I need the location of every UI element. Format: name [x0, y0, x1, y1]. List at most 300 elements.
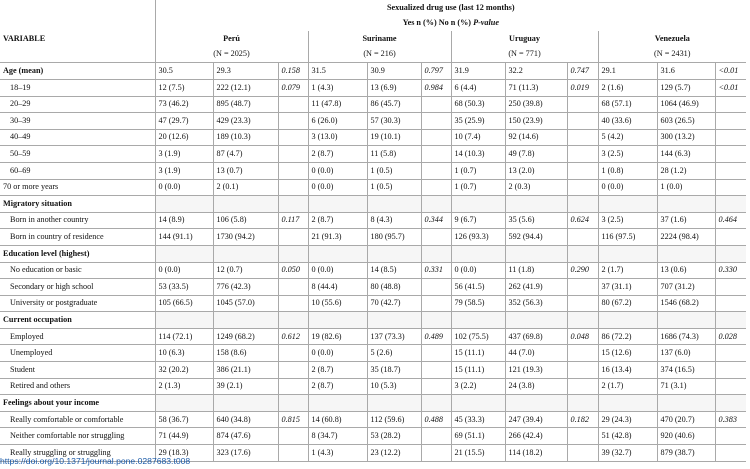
value-cell: 2 (1.6) [598, 79, 657, 96]
value-cell: 5 (2.6) [367, 345, 421, 362]
empty-cell [657, 395, 715, 412]
empty-cell [213, 196, 278, 213]
value-cell: 51 (42.8) [598, 428, 657, 445]
table-row [0, 428, 746, 445]
value-cell: 80 (67.2) [598, 295, 657, 312]
value-cell: 11 (5.8) [367, 146, 421, 163]
p-value-cell [421, 146, 451, 163]
table-row [0, 146, 746, 163]
p-value-cell: 0.747 [567, 63, 598, 80]
value-cell: 68 (57.1) [598, 96, 657, 113]
value-cell: 374 (16.5) [657, 362, 715, 379]
empty-cell [505, 395, 567, 412]
section-label: Education level (highest) [0, 245, 155, 262]
value-cell: 470 (20.7) [657, 411, 715, 428]
p-value-cell [567, 162, 598, 179]
value-cell: 1 (0.5) [367, 162, 421, 179]
row-label: Neither comfortable nor struggling [10, 431, 125, 441]
value-cell: 24 (3.8) [505, 378, 567, 395]
value-cell: 112 (59.6) [367, 411, 421, 428]
value-cell: 32.2 [505, 63, 567, 80]
value-cell: 262 (41.9) [505, 279, 567, 296]
value-cell: 114 (72.1) [155, 328, 213, 345]
p-value-cell [567, 113, 598, 130]
value-cell: 592 (94.4) [505, 229, 567, 246]
p-value-cell [715, 162, 746, 179]
p-value-cell: 0.117 [278, 212, 308, 229]
value-cell: 39 (32.7) [598, 445, 657, 462]
value-cell: 3 (2.2) [451, 378, 505, 395]
value-cell: 13 (2.0) [505, 162, 567, 179]
p-value-cell [567, 279, 598, 296]
p-value-cell [421, 96, 451, 113]
empty-cell [213, 395, 278, 412]
table-row [0, 345, 746, 362]
sample-size-suriname: (N = 216) [308, 47, 451, 63]
value-cell: 3 (13.0) [308, 129, 367, 146]
empty-cell [308, 245, 367, 262]
p-value-cell [715, 279, 746, 296]
table-row [0, 378, 746, 395]
row-label: Born in another country [10, 215, 89, 225]
sub-header-counts-label: Yes n (%) No n (%) [402, 18, 474, 28]
p-value-cell [421, 378, 451, 395]
value-cell: 2 (1.7) [598, 262, 657, 279]
value-cell: 1045 (57.0) [213, 295, 278, 312]
value-cell: 87 (4.7) [213, 146, 278, 163]
p-value-cell [278, 362, 308, 379]
value-cell: 86 (72.2) [598, 328, 657, 345]
table-row [0, 212, 746, 229]
value-cell: 70 (42.7) [367, 295, 421, 312]
p-value-cell: 0.158 [278, 63, 308, 80]
p-value-cell: 0.028 [715, 328, 746, 345]
p-value-cell [278, 146, 308, 163]
value-cell: 14 (8.5) [367, 262, 421, 279]
value-cell: 105 (66.5) [155, 295, 213, 312]
value-cell: 23 (12.2) [367, 445, 421, 462]
empty-cell [367, 245, 421, 262]
p-value-cell [567, 345, 598, 362]
value-cell: 8 (4.3) [367, 212, 421, 229]
value-cell: 30.9 [367, 63, 421, 80]
row-label: University or postgraduate [10, 298, 98, 308]
value-cell: 71 (11.3) [505, 79, 567, 96]
row-label: 60–69 [10, 165, 31, 175]
table-row [0, 79, 746, 96]
table-row [0, 279, 746, 296]
value-cell: 35 (25.9) [451, 113, 505, 130]
row-label: Student [10, 364, 36, 374]
value-cell: 19 (82.6) [308, 328, 367, 345]
header-row-sample-sizes [0, 47, 746, 63]
empty-cell [308, 196, 367, 213]
value-cell: 12 (7.5) [155, 79, 213, 96]
table-row [0, 96, 746, 113]
value-cell: 158 (8.6) [213, 345, 278, 362]
empty-cell [451, 196, 505, 213]
empty-cell [367, 196, 421, 213]
row-label: Employed [10, 331, 44, 341]
value-cell: 1686 (74.3) [657, 328, 715, 345]
variable-header: VARIABLE [3, 33, 46, 43]
value-cell: 2 (1.3) [155, 378, 213, 395]
p-value-cell: 0.624 [567, 212, 598, 229]
value-cell: 80 (48.8) [367, 279, 421, 296]
value-cell: 9 (6.7) [451, 212, 505, 229]
empty-cell [598, 245, 657, 262]
p-value-cell [567, 445, 598, 462]
p-value-cell [278, 279, 308, 296]
value-cell: 114 (18.2) [505, 445, 567, 462]
value-cell: 35 (5.6) [505, 212, 567, 229]
value-cell: 1 (0.8) [598, 162, 657, 179]
p-value-cell [567, 96, 598, 113]
value-cell: 86 (45.7) [367, 96, 421, 113]
p-value-cell [421, 162, 451, 179]
table-row [0, 179, 746, 196]
row-label: Born in country of residence [10, 232, 104, 241]
value-cell: 20 (12.6) [155, 129, 213, 146]
header-blank-cell [0, 0, 155, 16]
value-cell: 29 (24.3) [598, 411, 657, 428]
value-cell: 1 (4.3) [308, 445, 367, 462]
p-value-cell [421, 295, 451, 312]
value-cell: 11 (47.8) [308, 96, 367, 113]
empty-cell [155, 196, 213, 213]
p-value-cell: 0.182 [567, 411, 598, 428]
empty-cell [421, 245, 451, 262]
value-cell: 29.3 [213, 63, 278, 80]
value-cell: 300 (13.2) [657, 129, 715, 146]
p-value-cell: <0.01 [715, 79, 746, 96]
header-blank-cell [0, 47, 155, 63]
doi-link[interactable]: https://doi.org/10.1371/journal.pone.0287683.t008 [0, 456, 191, 466]
section-label: Current occupation [0, 312, 155, 329]
value-cell: 56 (41.5) [451, 279, 505, 296]
row-label: 70 or more years [3, 182, 59, 192]
p-value-cell [715, 345, 746, 362]
value-cell: 250 (39.8) [505, 96, 567, 113]
table-row [0, 262, 746, 279]
value-cell: 129 (5.7) [657, 79, 715, 96]
table-row [0, 229, 746, 246]
value-cell: 0 (0.0) [308, 179, 367, 196]
empty-cell [657, 245, 715, 262]
p-value-cell [278, 113, 308, 130]
value-cell: 21 (15.5) [451, 445, 505, 462]
row-label: Really struggling or struggling [10, 447, 111, 457]
value-cell: 13 (6.9) [367, 79, 421, 96]
value-cell: 37 (1.6) [657, 212, 715, 229]
p-value-cell [567, 229, 598, 246]
value-cell: 144 (91.1) [155, 229, 213, 246]
value-cell: 2 (8.7) [308, 212, 367, 229]
value-cell: 3 (1.9) [155, 146, 213, 163]
empty-cell [155, 395, 213, 412]
value-cell: 2 (8.7) [308, 378, 367, 395]
value-cell: 603 (26.5) [657, 113, 715, 130]
p-value-cell [715, 146, 746, 163]
value-cell: 2 (1.7) [598, 378, 657, 395]
value-cell: 3 (2.5) [598, 212, 657, 229]
value-cell: 776 (42.3) [213, 279, 278, 296]
value-cell: 10 (7.4) [451, 129, 505, 146]
value-cell: 0 (0.0) [155, 262, 213, 279]
value-cell: 1 (0.0) [657, 179, 715, 196]
value-cell: 102 (75.5) [451, 328, 505, 345]
table-row [0, 295, 746, 312]
value-cell: 31.9 [451, 63, 505, 80]
p-value-cell [715, 129, 746, 146]
value-cell: 150 (23.9) [505, 113, 567, 130]
p-value-cell: 0.984 [421, 79, 451, 96]
value-cell: 2 (0.1) [213, 179, 278, 196]
p-value-cell: 0.330 [715, 262, 746, 279]
value-cell: 57 (30.3) [367, 113, 421, 130]
empty-cell [567, 196, 598, 213]
empty-cell [505, 196, 567, 213]
empty-cell [213, 245, 278, 262]
row-label: Unemployed [10, 348, 53, 358]
value-cell: 126 (93.3) [451, 229, 505, 246]
value-cell: 15 (11.1) [451, 362, 505, 379]
p-value-cell: <0.01 [715, 63, 746, 80]
p-value-cell [715, 179, 746, 196]
value-cell: 30.5 [155, 63, 213, 80]
empty-cell [715, 245, 746, 262]
table-sub-header [155, 16, 746, 32]
value-cell: 106 (5.8) [213, 212, 278, 229]
empty-cell [421, 196, 451, 213]
value-cell: 3 (1.9) [155, 162, 213, 179]
empty-cell [715, 196, 746, 213]
value-cell: 44 (7.0) [505, 345, 567, 362]
sample-size-uruguay: (N = 771) [451, 47, 598, 63]
table-row [0, 328, 746, 345]
value-cell: 3 (2.5) [598, 146, 657, 163]
p-value-cell: 0.488 [421, 411, 451, 428]
value-cell: 323 (17.6) [213, 445, 278, 462]
value-cell: 40 (33.6) [598, 113, 657, 130]
value-cell: 266 (42.4) [505, 428, 567, 445]
value-cell: 29.1 [598, 63, 657, 80]
p-value-cell [715, 362, 746, 379]
empty-cell [155, 312, 213, 329]
p-value-cell [278, 229, 308, 246]
value-cell: 47 (29.7) [155, 113, 213, 130]
value-cell: 53 (33.5) [155, 279, 213, 296]
empty-cell [278, 312, 308, 329]
empty-cell [155, 245, 213, 262]
p-value-cell [278, 428, 308, 445]
table-row [0, 162, 746, 179]
row-label: Secondary or high school [10, 281, 94, 291]
p-value-cell [278, 96, 308, 113]
p-value-cell [567, 129, 598, 146]
p-value-cell [567, 428, 598, 445]
p-value-cell [715, 96, 746, 113]
value-cell: 1730 (94.2) [213, 229, 278, 246]
p-value-cell: 0.048 [567, 328, 598, 345]
section-row [0, 395, 746, 412]
p-value-cell [567, 362, 598, 379]
empty-cell [451, 245, 505, 262]
row-label: No education or basic [10, 265, 82, 275]
value-cell: 13 (0.6) [657, 262, 715, 279]
value-cell: 16 (13.4) [598, 362, 657, 379]
value-cell: 1 (4.3) [308, 79, 367, 96]
table-row [0, 113, 746, 130]
sample-size-venezuela: (N = 2431) [598, 47, 746, 63]
p-value-cell: 0.815 [278, 411, 308, 428]
value-cell: 0 (0.0) [451, 262, 505, 279]
p-value-cell [567, 378, 598, 395]
value-cell: 6 (26.0) [308, 113, 367, 130]
value-cell: 1064 (46.9) [657, 96, 715, 113]
value-cell: 92 (14.6) [505, 129, 567, 146]
p-value-cell: 0.050 [278, 262, 308, 279]
empty-cell [657, 196, 715, 213]
value-cell: 137 (73.3) [367, 328, 421, 345]
empty-cell [505, 312, 567, 329]
empty-cell [367, 312, 421, 329]
p-value-cell [278, 378, 308, 395]
value-cell: 69 (51.1) [451, 428, 505, 445]
p-value-cell [567, 146, 598, 163]
value-cell: 15 (11.1) [451, 345, 505, 362]
empty-cell [367, 395, 421, 412]
p-value-cell: 0.019 [567, 79, 598, 96]
header-row-super [0, 0, 746, 16]
p-value-cell: 0.344 [421, 212, 451, 229]
value-cell: 429 (23.3) [213, 113, 278, 130]
header-row-countries [0, 31, 746, 47]
value-cell: 14 (8.9) [155, 212, 213, 229]
p-value-cell [715, 113, 746, 130]
value-cell: 640 (34.8) [213, 411, 278, 428]
p-value-cell [278, 295, 308, 312]
value-cell: 1 (0.7) [451, 179, 505, 196]
table-row [0, 129, 746, 146]
row-label: Really comfortable or comfortable [10, 414, 124, 424]
empty-cell [451, 312, 505, 329]
value-cell: 1 (0.7) [451, 162, 505, 179]
empty-cell [598, 196, 657, 213]
section-row [0, 245, 746, 262]
value-cell: 28 (1.2) [657, 162, 715, 179]
row-label: 20–29 [10, 99, 31, 109]
empty-cell [598, 395, 657, 412]
value-cell: 71 (44.9) [155, 428, 213, 445]
value-cell: 6 (4.4) [451, 79, 505, 96]
country-header-venezuela: Venezuela [598, 31, 746, 47]
empty-cell [451, 395, 505, 412]
value-cell: 45 (33.3) [451, 411, 505, 428]
value-cell: 8 (44.4) [308, 279, 367, 296]
empty-cell [308, 395, 367, 412]
value-cell: 11 (1.8) [505, 262, 567, 279]
value-cell: 1249 (68.2) [213, 328, 278, 345]
table-row [0, 411, 746, 428]
value-cell: 1 (0.5) [367, 179, 421, 196]
p-value-cell [278, 129, 308, 146]
value-cell: 247 (39.4) [505, 411, 567, 428]
value-cell: 874 (47.6) [213, 428, 278, 445]
value-cell: 14 (10.3) [451, 146, 505, 163]
value-cell: 2 (0.3) [505, 179, 567, 196]
empty-cell [278, 196, 308, 213]
value-cell: 0 (0.0) [598, 179, 657, 196]
value-cell: 5 (4.2) [598, 129, 657, 146]
empty-cell [715, 395, 746, 412]
country-header-peru: Perú [155, 31, 308, 47]
value-cell: 2 (8.7) [308, 362, 367, 379]
header-blank-cell [0, 16, 155, 32]
value-cell: 386 (21.1) [213, 362, 278, 379]
empty-cell [567, 395, 598, 412]
value-cell: 121 (19.3) [505, 362, 567, 379]
p-value-cell [278, 345, 308, 362]
p-value-cell: 0.290 [567, 262, 598, 279]
empty-cell [421, 312, 451, 329]
value-cell: 8 (34.7) [308, 428, 367, 445]
value-cell: 0 (0.0) [308, 162, 367, 179]
table-super-header: Sexualized drug use (last 12 months) [155, 0, 746, 16]
empty-cell [715, 312, 746, 329]
value-cell: 222 (12.1) [213, 79, 278, 96]
value-cell: 15 (12.6) [598, 345, 657, 362]
p-value-cell [278, 445, 308, 462]
p-value-cell: 0.331 [421, 262, 451, 279]
value-cell: 14 (60.8) [308, 411, 367, 428]
row-label: Age (mean) [3, 66, 44, 76]
sub-header-pvalue-label: P-value [473, 18, 499, 28]
empty-cell [657, 312, 715, 329]
value-cell: 12 (0.7) [213, 262, 278, 279]
value-cell: 53 (28.2) [367, 428, 421, 445]
value-cell: 68 (50.3) [451, 96, 505, 113]
p-value-cell: 0.079 [278, 79, 308, 96]
p-value-cell [278, 179, 308, 196]
value-cell: 31.6 [657, 63, 715, 80]
p-value-cell [421, 229, 451, 246]
table-row [0, 362, 746, 379]
value-cell: 707 (31.2) [657, 279, 715, 296]
p-value-cell [421, 179, 451, 196]
p-value-cell [567, 295, 598, 312]
row-label: Retired and others [10, 381, 71, 391]
p-value-cell [421, 113, 451, 130]
p-value-cell [421, 428, 451, 445]
header-row-sub [0, 16, 746, 32]
p-value-cell [567, 179, 598, 196]
value-cell: 2 (8.7) [308, 146, 367, 163]
p-value-cell [715, 378, 746, 395]
p-value-cell: 0.489 [421, 328, 451, 345]
p-value-cell: 0.383 [715, 411, 746, 428]
section-row [0, 196, 746, 213]
section-label: Feelings about your income [0, 395, 155, 412]
value-cell: 895 (48.7) [213, 96, 278, 113]
value-cell: 71 (3.1) [657, 378, 715, 395]
p-value-cell [421, 279, 451, 296]
value-cell: 116 (97.5) [598, 229, 657, 246]
value-cell: 31.5 [308, 63, 367, 80]
country-header-suriname: Suriname [308, 31, 451, 47]
table-row [0, 63, 746, 80]
row-label: 40–49 [10, 132, 31, 142]
